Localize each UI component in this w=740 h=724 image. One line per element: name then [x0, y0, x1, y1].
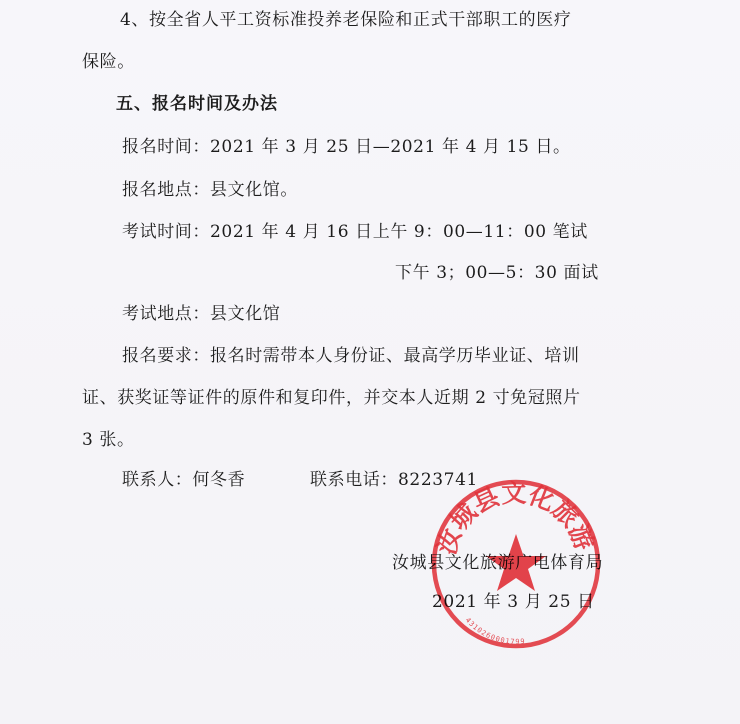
requirements-line2: 证、获奖证等证件的原件和复印件，并交本人近期 2 寸免冠照片 [82, 388, 581, 408]
contact-phone: 联系电话：8223741 [310, 470, 478, 490]
registration-time: 报名时间：2021 年 3 月 25 日—2021 年 4 月 15 日。 [122, 137, 571, 157]
issue-date: 2021 年 3 月 25 日 [432, 592, 595, 612]
requirements-line1: 报名要求：报名时需带本人身份证、最高学历毕业证、培训 [122, 346, 580, 366]
exam-time-line2: 下午 3；00—5：30 面试 [395, 263, 599, 283]
section-heading: 五、报名时间及办法 [116, 94, 278, 114]
item4-line2: 保险。 [82, 52, 135, 72]
registration-place: 报名地点：县文化馆。 [122, 180, 298, 200]
seal-number: 4310260001799 [463, 616, 526, 647]
svg-text:4310260001799 [464, 616, 526, 646]
requirements-line3: 3 张。 [82, 430, 135, 450]
issuer-name: 汝城县文化旅游广电体育局 [392, 553, 604, 573]
exam-place: 考试地点：县文化馆 [122, 304, 281, 324]
item4-line1: 4、按全省人平工资标准投养老保险和正式干部职工的医疗 [120, 10, 572, 30]
exam-time-line1: 考试时间：2021 年 4 月 16 日上午 9：00—11：00 笔试 [122, 222, 588, 242]
contact-person: 联系人：何冬香 [122, 470, 246, 490]
seal-text: 汝城县文化旅游 [431, 478, 600, 558]
